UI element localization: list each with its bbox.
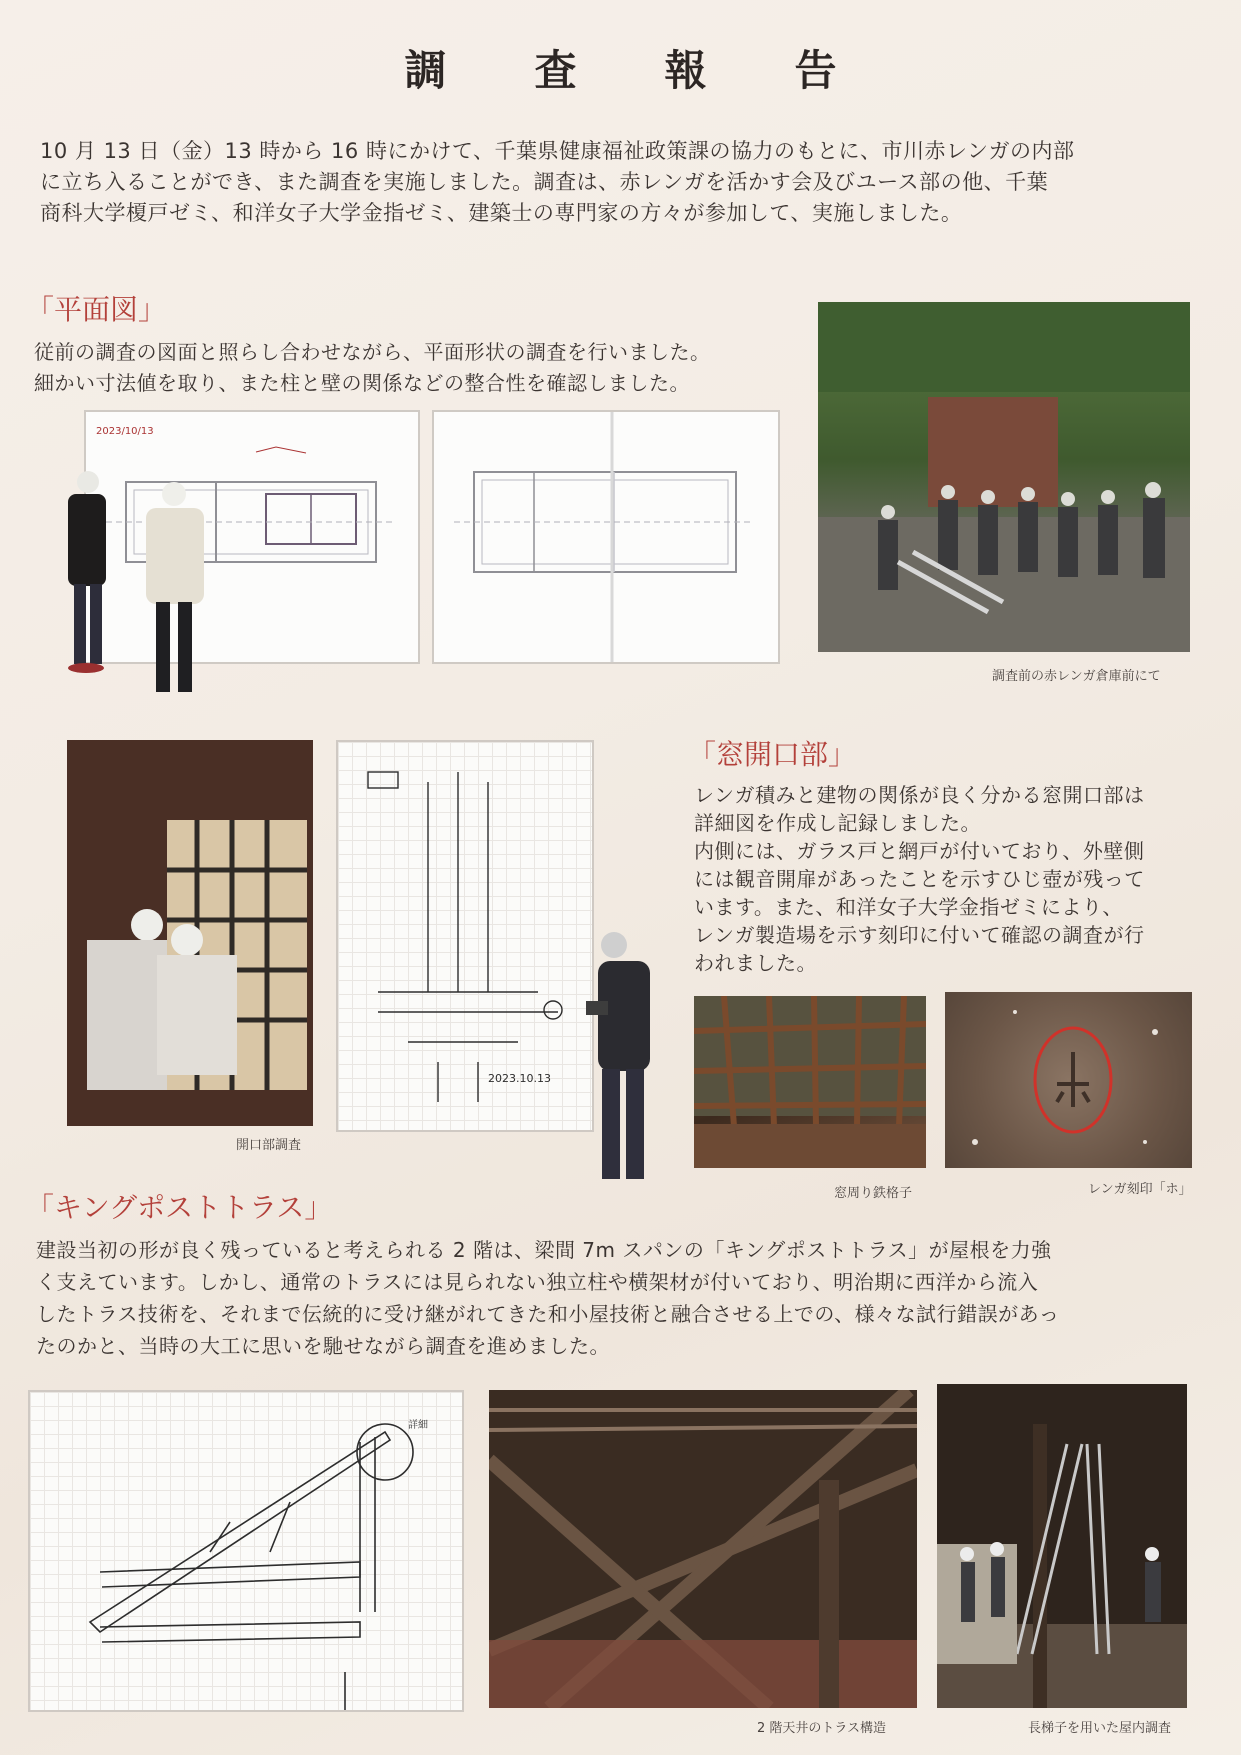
intro-line: 商科大学榎戸ゼミ、和洋女子大学金指ゼミ、建築士の専門家の方々が参加して、実施しました。 [40, 201, 963, 225]
window-line: 詳細図を作成し記録しました。 [694, 811, 981, 835]
window-line: 内側には、ガラス戸と網戸が付いており、外壁側 [694, 839, 1145, 863]
window-line: われました。 [694, 951, 817, 975]
window-opening-scene [67, 740, 313, 1126]
iron-grille-scene [694, 996, 926, 1168]
intro-line: 10 月 13 日（金）13 時から 16 時にかけて、千葉県健康福祉政策課の協力のもとに、市川赤レンガの内部 [40, 139, 1075, 163]
surveyors-silhouette [46, 470, 226, 710]
truss-sketch [30, 1392, 462, 1710]
page-title [0, 38, 1241, 98]
floor-plan-sketch-2 [434, 412, 778, 662]
brick-stamp-scene [945, 992, 1192, 1168]
caption-brick-stamp: レンガ刻印「ホ」 [1088, 1182, 1192, 1197]
caption-iron-grille: 窓周り鉄格子 [834, 1186, 913, 1201]
truss-line: たのかと、当時の大工に思いを馳せながら調査を進めました。 [36, 1334, 610, 1358]
caption-group-photo: 調査前の赤レンガ倉庫前にて [992, 669, 1161, 684]
floor-plan-drawing-2 [432, 410, 780, 664]
caption-opening-survey: 開口部調査 [236, 1138, 302, 1153]
group-photo-before-warehouse [818, 302, 1190, 652]
king-post-truss-drawing [28, 1390, 464, 1712]
plan-line: 従前の調査の図面と照らし合わせながら、平面形状の調査を行いました。 [34, 340, 711, 364]
window-detail-sketch [338, 742, 592, 1130]
title-char: 報 [664, 46, 707, 95]
brick-stamp-photo [945, 992, 1192, 1168]
plan-paragraph [34, 337, 794, 399]
truss-line: く支えています。しかし、通常のトラスには見られない独立柱や横架材が付いており、明治期に西洋から流入 [36, 1270, 1039, 1294]
window-iron-grille-photo [694, 996, 926, 1168]
svg-text:2023/10/13: 2023/10/13 [96, 426, 154, 437]
title-char: 調 [404, 46, 447, 95]
caption-ladder-survey: 長梯子を用いた屋内調査 [1028, 1721, 1172, 1736]
title-char: 査 [534, 46, 577, 95]
surveyor-silhouette [586, 925, 682, 1195]
attic-truss-photo [489, 1390, 917, 1708]
ladder-survey-scene [937, 1384, 1187, 1708]
section-heading-window: 「窓開口部」 [688, 738, 857, 771]
window-opening-photo [67, 740, 313, 1126]
truss-paragraph [36, 1234, 1216, 1362]
section-heading-plan: 「平面図」 [26, 293, 167, 326]
window-line: には観音開扉があったことを示すひじ壺が残って [694, 867, 1145, 891]
svg-text:2023.10.13: 2023.10.13 [488, 1072, 551, 1085]
group-photo-scene [818, 302, 1190, 652]
surveyors-figure-group [46, 470, 226, 710]
window-detail-drawing [336, 740, 594, 1132]
surveyor-with-tablet [586, 925, 682, 1195]
svg-text:詳細: 詳細 [408, 1420, 428, 1431]
window-line: レンガ製造場を示す刻印に付いて確認の調査が行 [694, 923, 1145, 947]
ladder-survey-photo [937, 1384, 1187, 1708]
truss-line: したトラス技術を、それまで伝統的に受け継がれてきた和小屋技術と融合させる上での、様々な試行錯誤があっ [36, 1302, 1060, 1326]
section-heading-truss: 「キングポストトラス」 [26, 1191, 333, 1224]
truss-line: 建設当初の形が良く残っていると考えられる 2 階は、梁間 7m スパンの「キングポストトラス」が屋根を力強 [36, 1238, 1052, 1262]
caption-ceiling-truss: 2 階天井のトラス構造 [757, 1721, 887, 1736]
window-line: レンガ積みと建物の関係が良く分かる窓開口部は [694, 783, 1145, 807]
window-paragraph [694, 781, 1214, 977]
attic-truss-scene [489, 1390, 917, 1708]
intro-paragraph [40, 136, 1210, 229]
intro-line: に立ち入ることができ、また調査を実施しました。調査は、赤レンガを活かす会及びユース部の他、千葉 [40, 170, 1049, 194]
title-char: 告 [794, 46, 837, 95]
window-line: います。また、和洋女子大学金指ゼミにより、 [694, 895, 1123, 919]
plan-line: 細かい寸法値を取り、また柱と壁の関係などの整合性を確認しました。 [34, 371, 690, 395]
